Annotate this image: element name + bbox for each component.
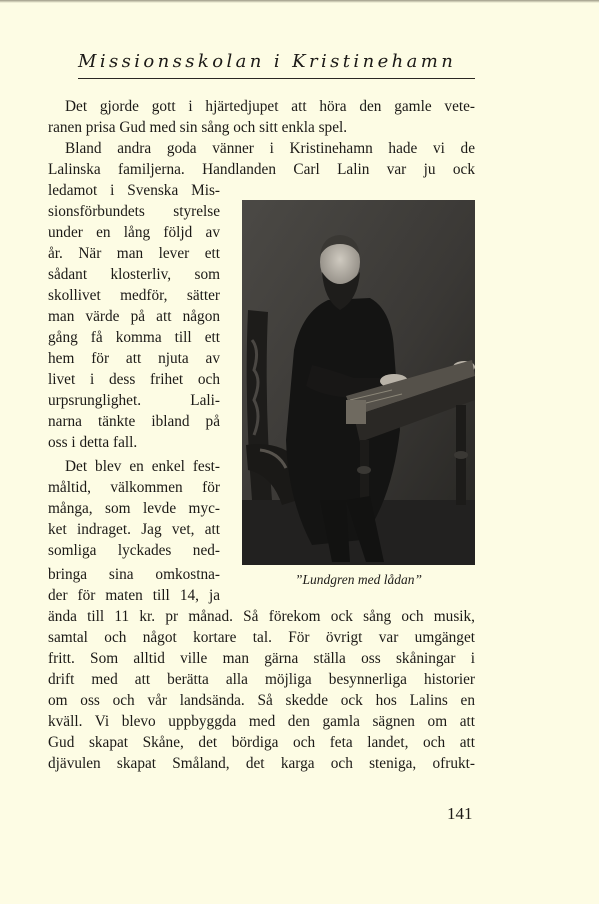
- body-line: Lalinska familjerna. Handlanden Carl Lalin var ju ock: [48, 161, 475, 178]
- running-head: Missionsskolan i Kristinehamn: [78, 51, 457, 72]
- body-line: skollivet medför, sätter: [48, 287, 220, 304]
- body-line: måltid, välkommen för: [48, 479, 220, 496]
- body-line: Det gjorde gott i hjärtedjupet att höra den gamle vete-: [65, 98, 475, 115]
- body-line: narna tänkte ibland på: [48, 413, 220, 430]
- body-line: drift med att berätta alla möjliga besynnerliga historier: [48, 671, 475, 688]
- body-line: djävulen skapat Småland, det karga och steniga, ofrukt-: [48, 755, 475, 772]
- header-rule: [78, 78, 475, 79]
- body-line: ända till 11 kr. pr månad. Så förekom ock sång och musik,: [48, 608, 475, 625]
- body-line: urpsrunglighet. Lali-: [48, 392, 220, 409]
- body-line: Det blev en enkel fest-: [65, 458, 220, 475]
- body-line: gång få komma till ett: [48, 329, 220, 346]
- body-line: många, som levde myc-: [48, 500, 220, 517]
- body-line: ledamot i Svenska Mis-: [48, 182, 220, 199]
- body-line: år. När man lever ett: [48, 245, 220, 262]
- photo-caption: ”Lundgren med lådan”: [294, 572, 422, 587]
- page-edge-shadow: [0, 0, 599, 3]
- page-number: 141: [447, 804, 473, 823]
- body-line: der för maten till 14, ja: [48, 587, 220, 604]
- body-line: bringa sina omkostna-: [48, 566, 220, 583]
- body-line: hem för att njuta av: [48, 350, 220, 367]
- body-line: kväll. Vi blevo uppbyggda med den gamla sägnen om att: [48, 713, 475, 730]
- body-line: livet i dess frihet och: [48, 371, 220, 388]
- body-line: om oss och vår landsända. Så skedde ock hos Lalins en: [48, 692, 475, 709]
- body-line: ranen prisa Gud med sin sång och sitt enkla spel.: [48, 119, 348, 136]
- body-line: sådant klosterliv, som: [48, 266, 220, 283]
- body-line: oss i detta fall.: [48, 434, 138, 451]
- body-line: sionsförbundets styrelse: [48, 203, 220, 220]
- body-line: samtal och något kortare tal. För övrigt var umgänget: [48, 629, 475, 646]
- body-line: ket indraget. Jag vet, att: [48, 521, 220, 538]
- body-line: somliga lyckades ned-: [48, 542, 220, 559]
- body-line: Gud skapat Skåne, det bördiga och feta landet, och att: [48, 734, 475, 751]
- body-line: man värde på att någon: [48, 308, 220, 325]
- body-line: fritt. Som alltid ville man gärna ställa oss skåningar i: [48, 650, 475, 667]
- body-line: under en lång följd av: [48, 224, 220, 241]
- portrait-photo: [242, 200, 475, 565]
- body-line: Bland andra goda vänner i Kristinehamn hade vi de: [65, 140, 475, 157]
